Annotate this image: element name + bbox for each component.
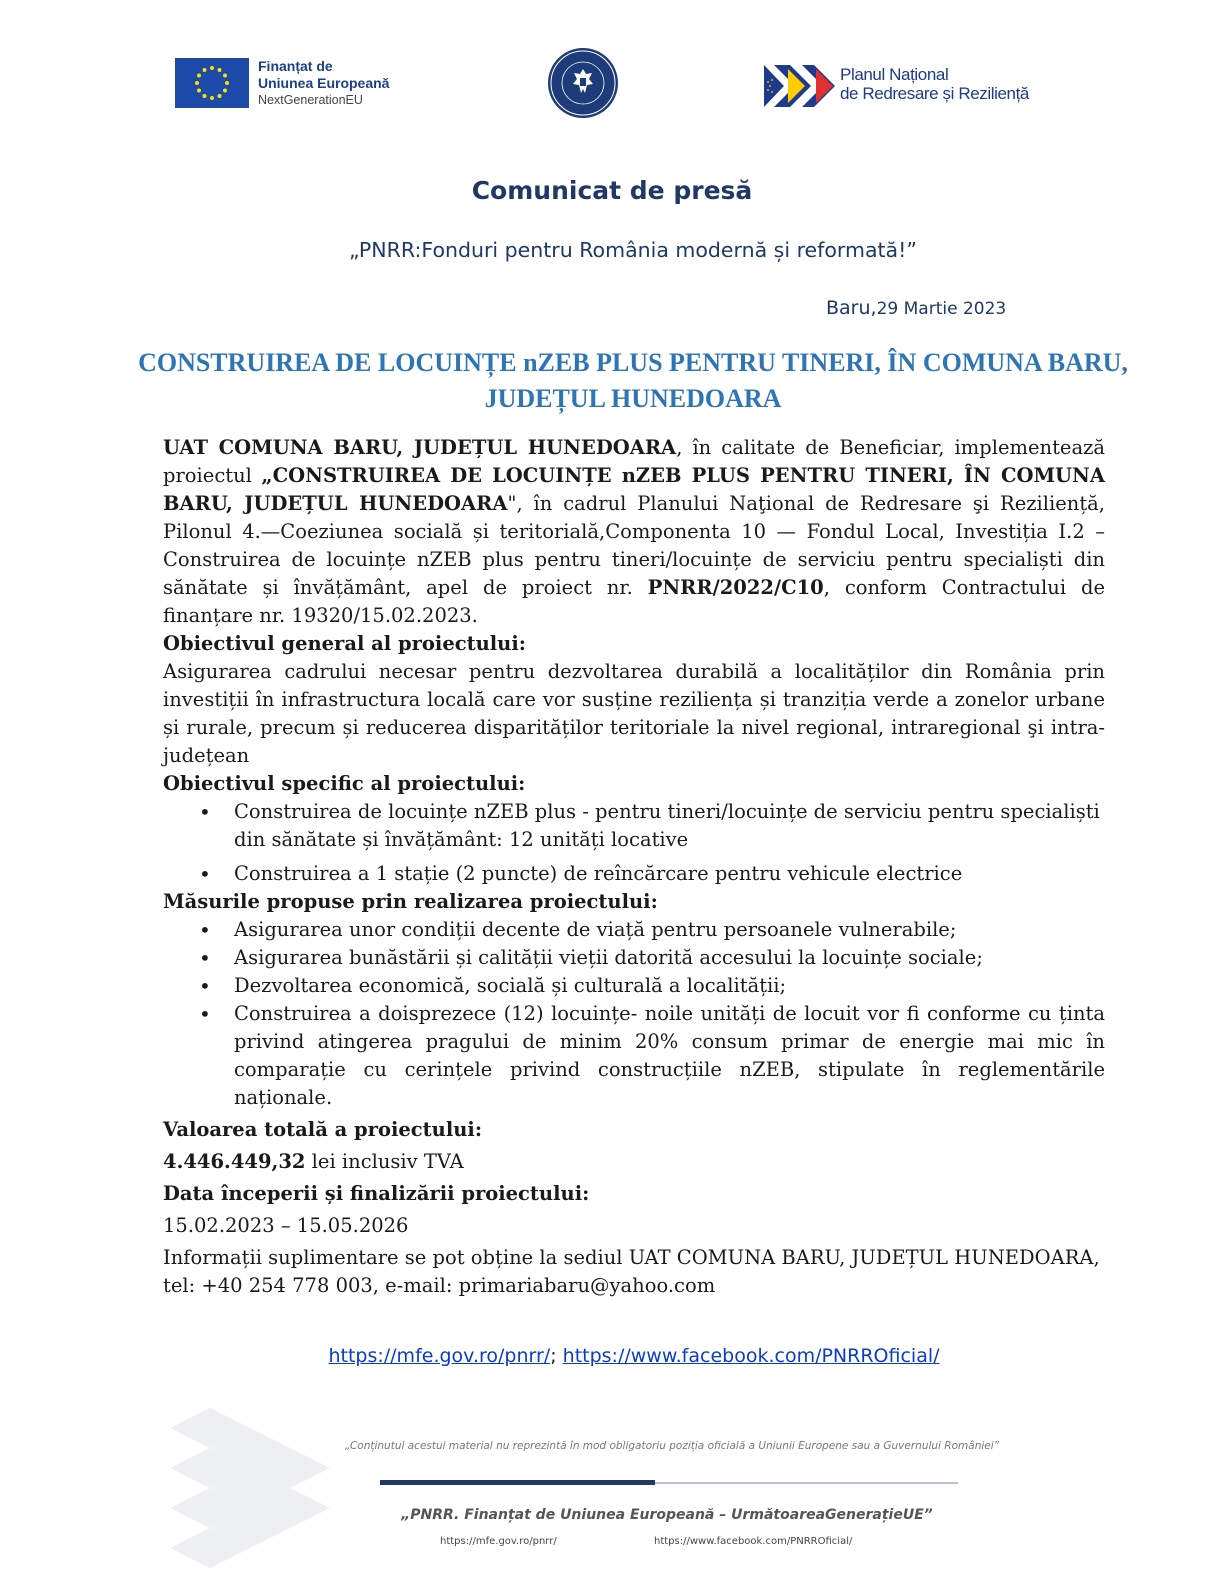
links-separator: ; [550,1345,563,1367]
footer-divider-light [655,1482,958,1484]
mfe-link[interactable]: https://mfe.gov.ro/pnrr/ [328,1345,551,1367]
pnrr-logo-line1: Planul Național [840,65,949,84]
intro-text-2: ", în cadrul Planului Naţional de Redresare şi Reziliență, Pilonul 4.—Coeziunea socială și teritorială,Componenta 10 — Fondul Local, Investiția I.2 – Construirea de locuințe nZEB plus pentru tineri/locuințe de serviciu pentru specialiști din sănătate și învățământ, apel de proiect nr. [163,492,1106,599]
specific-objective-list [163,798,1105,888]
list-item: • Construirea de locuințe nZEB plus - pentru tineri/locuințe de serviciu pentru specialiști din sănătate și învățământ: 12 unități locative [163,798,1105,854]
dates-value: 15.02.2023 – 15.05.2026 [163,1214,409,1237]
list-item: • Asigurarea unor condiții decente de viață pentru persoanele vulnerabile; [163,916,1105,944]
eu-logo-line3: NextGenerationEU [258,93,363,107]
links-line [0,1345,1224,1367]
list-item: • Dezvoltarea economică, socială și culturală a localității; [163,972,1105,1000]
list-item: • Asigurarea bunăstării și calității vieții datorită accesului la locuințe sociale; [163,944,1105,972]
eu-logo-line1: Finanțat de [258,58,333,74]
total-value-suffix: lei inclusiv TVA [305,1150,464,1173]
beneficiary-name: UAT COMUNA BARU, JUDEȚUL HUNEDOARA [163,436,677,459]
total-value-amount: 4.446.449,32 [163,1150,306,1173]
total-value-heading: Valoarea totală a proiectului: [163,1118,483,1141]
pnrr-arrow-flag-icon [764,65,836,107]
general-objective-text: Asigurarea cadrului necesar pentru dezvoltarea durabilă a localităților din România prin investiții în infrastructura locală care vor susține reziliența și tranziția verde a zonelor urbane și rurale, precum și reducerea disparităților teritoriale la nivel regional, intraregional şi intra-județean [163,660,1105,767]
footer-slogan: „PNRR. Finanțat de Uniunea Europeană – UrmătoareaGenerațieUE” [401,1507,933,1523]
measures-heading: Măsurile propuse prin realizarea proiectului: [163,890,658,913]
footer-facebook-link[interactable]: https://www.facebook.com/PNRROficial/ [654,1536,853,1547]
document-body [163,434,1105,1300]
pnrr-logo-line2: de Redresare și Reziliență [840,84,1029,103]
project-headline: CONSTRUIREA DE LOCUINȚE nZEB PLUS PENTRU TINERI, ÎN COMUNA BARU, JUDEȚUL HUNEDOARA [138,348,1128,413]
government-seal-icon [547,47,619,119]
intro-paragraph [163,434,1105,630]
eu-logo-line2: Uniunea Europeană [258,75,390,91]
list-item: • Construirea a 1 stație (2 puncte) de reîncărcare pentru vehicule electrice [163,860,1105,888]
slogan: „PNRR:Fonduri pentru România modernă și reformată!” [349,238,917,262]
call-number: PNRR/2022/C10 [647,576,824,599]
date-place: Baru, [826,297,877,319]
eu-flag-icon [175,58,249,108]
list-item: • Construirea a doisprezece (12) locuințe- noile unități de locuit vor fi conforme cu ținta privind atingerea pragului de minim 20% consum primar de energie mai mic în comparație cu cerințele privind construcțiile nZEB, stipulate în reglementările naționale. [163,1000,1105,1112]
total-value [163,1148,1105,1176]
document-title: Comunicat de presă [471,176,753,205]
dates-heading: Data începerii și finalizării proiectului: [163,1182,590,1205]
project-name: „CONSTRUIREA DE LOCUINȚE nZEB PLUS PENTRU TINERI, ÎN COMUNA BARU, JUDEȚUL HUNEDOARA [163,464,1105,515]
measures-list [163,916,1105,1112]
general-objective-heading: Obiectivul general al proiectului: [163,632,526,655]
contact-info: Informații suplimentare se pot obține la sediul UAT COMUNA BARU, JUDEȚUL HUNEDOARA, tel: +40 254 778 003, e-mail: primariabaru@yahoo.com [163,1246,1100,1297]
date-line [826,297,1006,319]
date-value: 29 Martie 2023 [876,299,1007,319]
specific-objective-heading: Obiectivul specific al proiectului: [163,772,526,795]
eu-funding-logo [175,58,425,112]
footer-disclaimer: „Conținutul acestui material nu reprezintă în mod obligatoriu poziția oficială a Uniunii Europene sau a Guvernului României” [344,1440,1000,1452]
footer-divider-dark [380,1480,655,1485]
intro-text-1: , în calitate de Beneficiar, implementează proiectul [163,436,1106,487]
intro-text-3: , conform Contractului de finanțare nr. 19320/15.02.2023. [163,576,1105,627]
footer-divider [380,1480,958,1486]
pnrr-logo [764,63,1074,111]
footer-mfe-link[interactable]: https://mfe.gov.ro/pnrr/ [440,1536,557,1547]
facebook-link[interactable]: https://www.facebook.com/PNRROficial/ [562,1345,940,1367]
